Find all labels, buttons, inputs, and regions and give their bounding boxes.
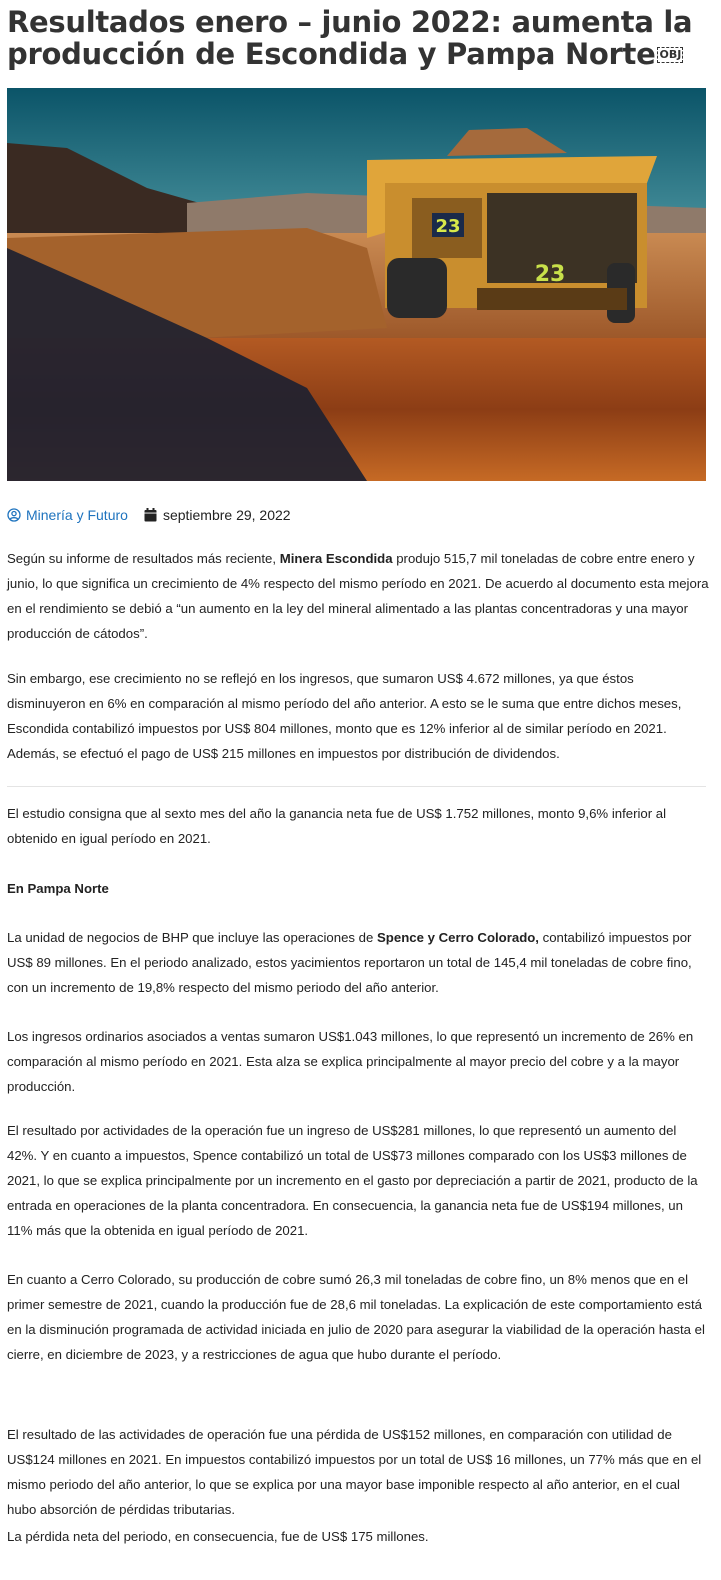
paragraph-8: El resultado de las actividades de operación fue una pérdida de US$152 millones, en comparación con utilidad de US$124 millones en 2021. En impuestos contabilizó impuestos por un total de US$ 16 millones, un 77% más que en el mismo periodo del año anterior, lo que se explica por una mayor base imponible respecto al año anterior, en el cual hubo absorción de pérdidas tributarias. xyxy=(7,1427,702,1517)
paragraph-4-bold: Spence y Cerro Colorado, xyxy=(377,930,539,945)
article-title-text: Resultados enero – junio 2022: aumenta la producción de Escondida y Pampa Norte xyxy=(7,5,693,71)
calendar-icon xyxy=(144,508,157,522)
author-link[interactable] xyxy=(7,507,128,523)
paragraph-5: Los ingresos ordinarios asociados a ventas sumaron US$1.043 millones, lo que representó un incremento de 26% en comparación al mismo período en 2021. Esta alza se explica principalmente al mayor precio del cobre y a la mayor producción. xyxy=(7,1029,694,1094)
object-replacement-marker: OBJ xyxy=(659,48,682,61)
paragraph-4-text: La unidad de negocios de BHP que incluye las operaciones de xyxy=(7,930,378,945)
paragraph-1 xyxy=(7,546,709,646)
paragraph-3: El estudio consigna que al sexto mes del año la ganancia neta fue de US$ 1.752 millones, monto 9,6% inferior al obtenido en igual período en 2021. xyxy=(7,806,667,846)
truck-number-left: 23 xyxy=(435,216,461,237)
user-circle-icon xyxy=(7,508,21,522)
paragraph-1-text-cont: produjo 515,7 mil toneladas de cobre entre enero y junio, lo que significa un crecimiento de 4% respecto del mismo período en 2021. De acuerdo al documento esta mejora en el rendimiento se debió a “un aumento en la ley del mineral alimentado a las plantas concentradoras y una mayor producción de cátodos”. xyxy=(7,551,709,641)
paragraph-2: Sin embargo, ese crecimiento no se reflejó en los ingresos, que sumaron US$ 4.672 millones, ya que éstos disminuyeron en 6% en comparación al mismo período del año anterior. A esto se le suma que entre dichos meses, Escondida contabilizó impuestos por US$ 804 millones, monto que es 12% inferior al de similar período en 2021. Además, se efectuó el pago de US$ 215 millones en impuestos por distribución de dividendos. xyxy=(7,671,682,761)
paragraph-9: La pérdida neta del periodo, en consecuencia, fue de US$ 175 millones. xyxy=(7,1529,429,1544)
article-title xyxy=(7,6,713,70)
divider xyxy=(7,786,706,787)
paragraph-6: El resultado por actividades de la operación fue un ingreso de US$281 millones, lo que representó un aumento del 42%. Y en cuanto a impuestos, Spence contabilizó un total de US$73 millones comparado con los US$3 millones de 2021, lo que se explica principalmente por un incremento en el gasto por depreciación a partir de 2021, producto de la entrada en operaciones de la planta concentradora. En consecuencia, la ganancia neta fue de US$194 millones, un 11% más que la obtenida en igual período de 2021. xyxy=(7,1123,698,1238)
article-meta xyxy=(7,505,291,525)
publish-date xyxy=(144,507,291,523)
paragraph-4 xyxy=(7,925,709,1000)
paragraph-1-bold: Minera Escondida xyxy=(279,551,393,566)
truck-number-front: 23 xyxy=(534,262,566,287)
paragraph-1-text: Según su informe de resultados más reciente, xyxy=(7,551,280,566)
paragraph-4-text-cont: contabilizó impuestos por US$ 89 millones. En el periodo analizado, estos yacimientos reportaron un total de 145,4 mil toneladas de cobre fino, con un incremento de 19,8% respecto del mismo periodo del año anterior. xyxy=(7,930,692,995)
date-text: septiembre 29, 2022 xyxy=(162,507,291,523)
author-name[interactable]: Minería y Futuro xyxy=(26,507,128,523)
hero-image-mining-truck xyxy=(7,88,706,481)
subheading-pampa-norte: En Pampa Norte xyxy=(7,881,109,896)
paragraph-7: En cuanto a Cerro Colorado, su producción de cobre sumó 26,3 mil toneladas de cobre fino, un 8% menos que en el primer semestre de 2021, cuando la producción fue de 28,6 mil toneladas. La explicación de este comportamiento está en la disminución programada de actividad iniciada en julio de 2020 para asegurar la viabilidad de la operación hasta el cierre, en diciembre de 2023, y a restricciones de agua que hubo durante el período. xyxy=(7,1272,705,1362)
